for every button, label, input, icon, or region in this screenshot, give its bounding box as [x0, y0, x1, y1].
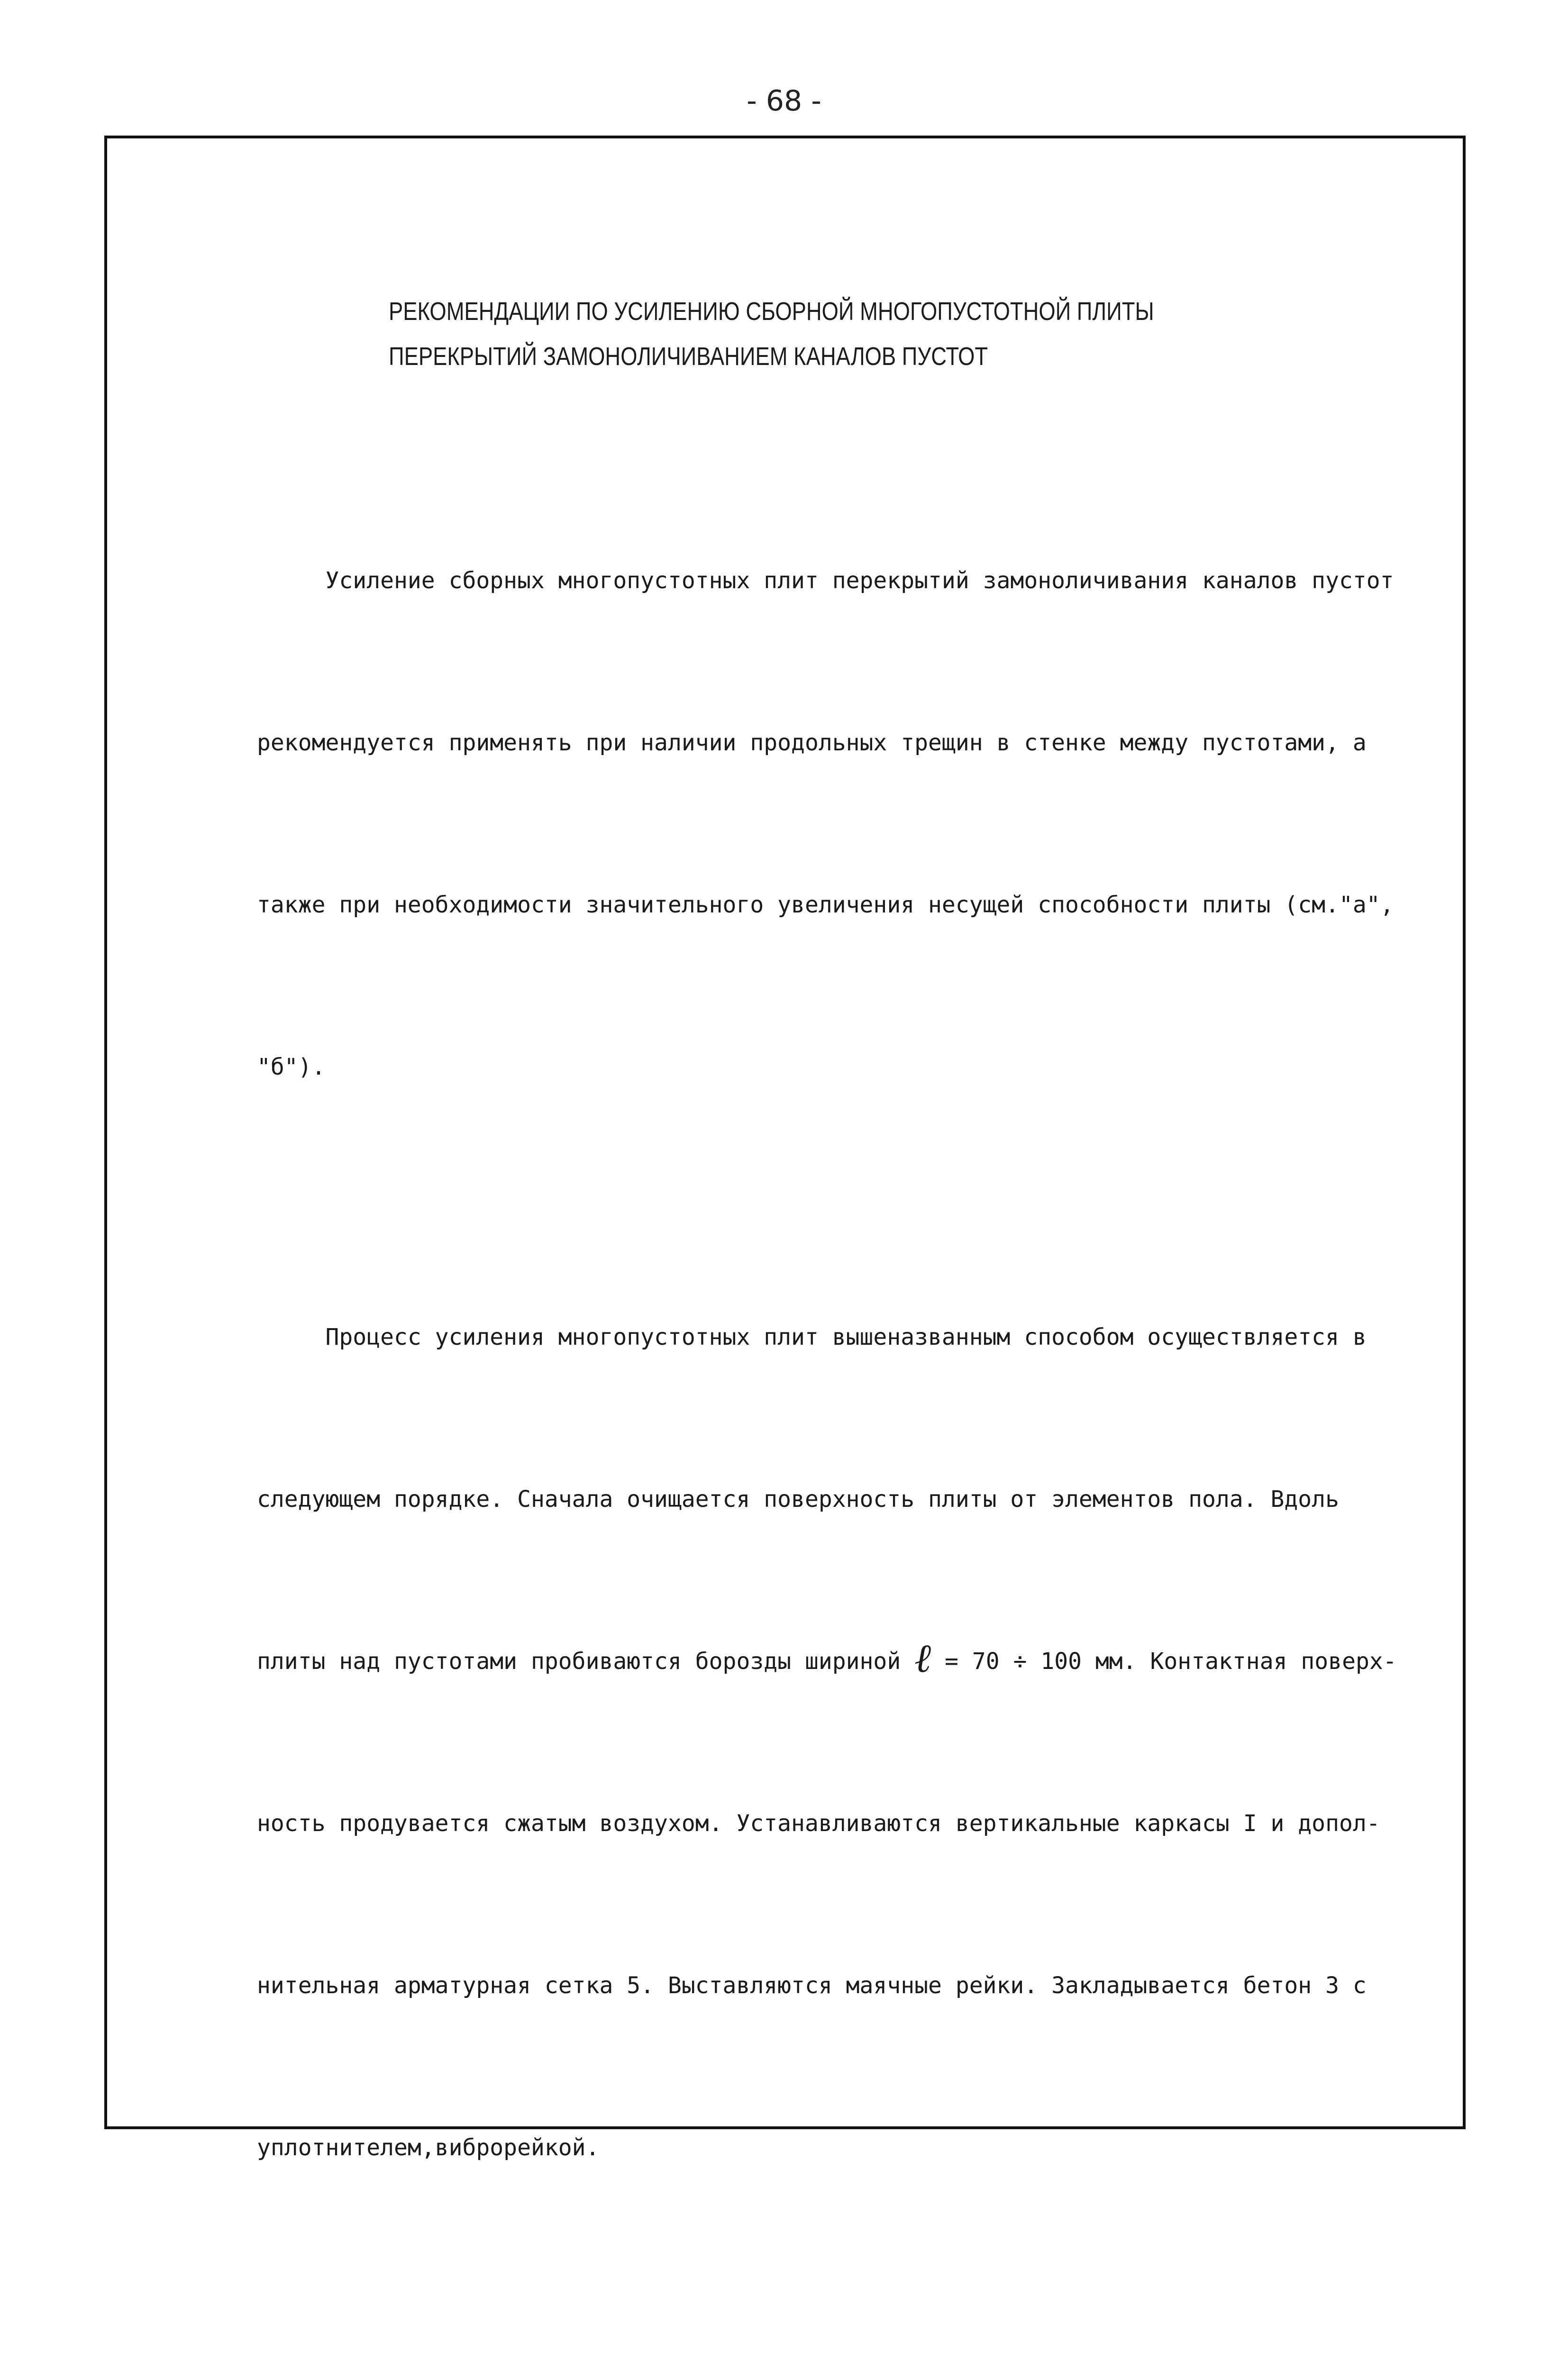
text-segment: плиты над пустотами пробиваются борозды шириной: [257, 1648, 915, 1675]
text-line: Процесс усиления многопустотных плит вышеназванным способом осуществляется в: [257, 1324, 1367, 1350]
title-line-1: РЕКОМЕНДАЦИИ ПО УСИЛЕНИЮ СБОРНОЙ МНОГОПУСТОТНОЙ ПЛИТЫ: [389, 297, 1154, 326]
text-line: ность продувается сжатым воздухом. Устанавливаются вертикальные каркасы I и допол-: [257, 1810, 1380, 1837]
text-line: также при необходимости значительного увеличения несущей способности плиты (см."а",: [257, 892, 1394, 918]
text-line: уплотнителем,виброрейкой.: [257, 2134, 600, 2161]
document-title: [389, 289, 1265, 379]
paragraph-1: [257, 446, 1394, 1202]
paragraph-2: [257, 1202, 1397, 2283]
text-line: рекомендуется применять при наличии продольных трещин в стенке между пустотами, а: [257, 729, 1367, 756]
text-line: Усиление сборных многопустотных плит перекрытий замоноличивания каналов пустот: [257, 567, 1394, 594]
text-line: нительная арматурная сетка 5. Выставляются маячные рейки. Закладывается бетон 3 с: [257, 1972, 1367, 1999]
text-line: "б").: [257, 1054, 326, 1080]
paragraph-3: [257, 2283, 1357, 2370]
text-segment: = 70 ÷ 100 мм. Контактная поверх-: [931, 1648, 1397, 1675]
width-symbol: ℓ: [914, 1635, 931, 1681]
body-text: [257, 446, 1397, 2370]
page-number: - 68 -: [747, 84, 821, 118]
text-line-with-symbol: [257, 1634, 1397, 1688]
title-line-2: ПЕРЕКРЫТИЙ ЗАМОНОЛИЧИВАНИЕМ КАНАЛОВ ПУСТОТ: [389, 342, 988, 371]
text-line: следующем порядке. Сначала очищается поверхность плиты от элементов пола. Вдоль: [257, 1486, 1339, 1513]
